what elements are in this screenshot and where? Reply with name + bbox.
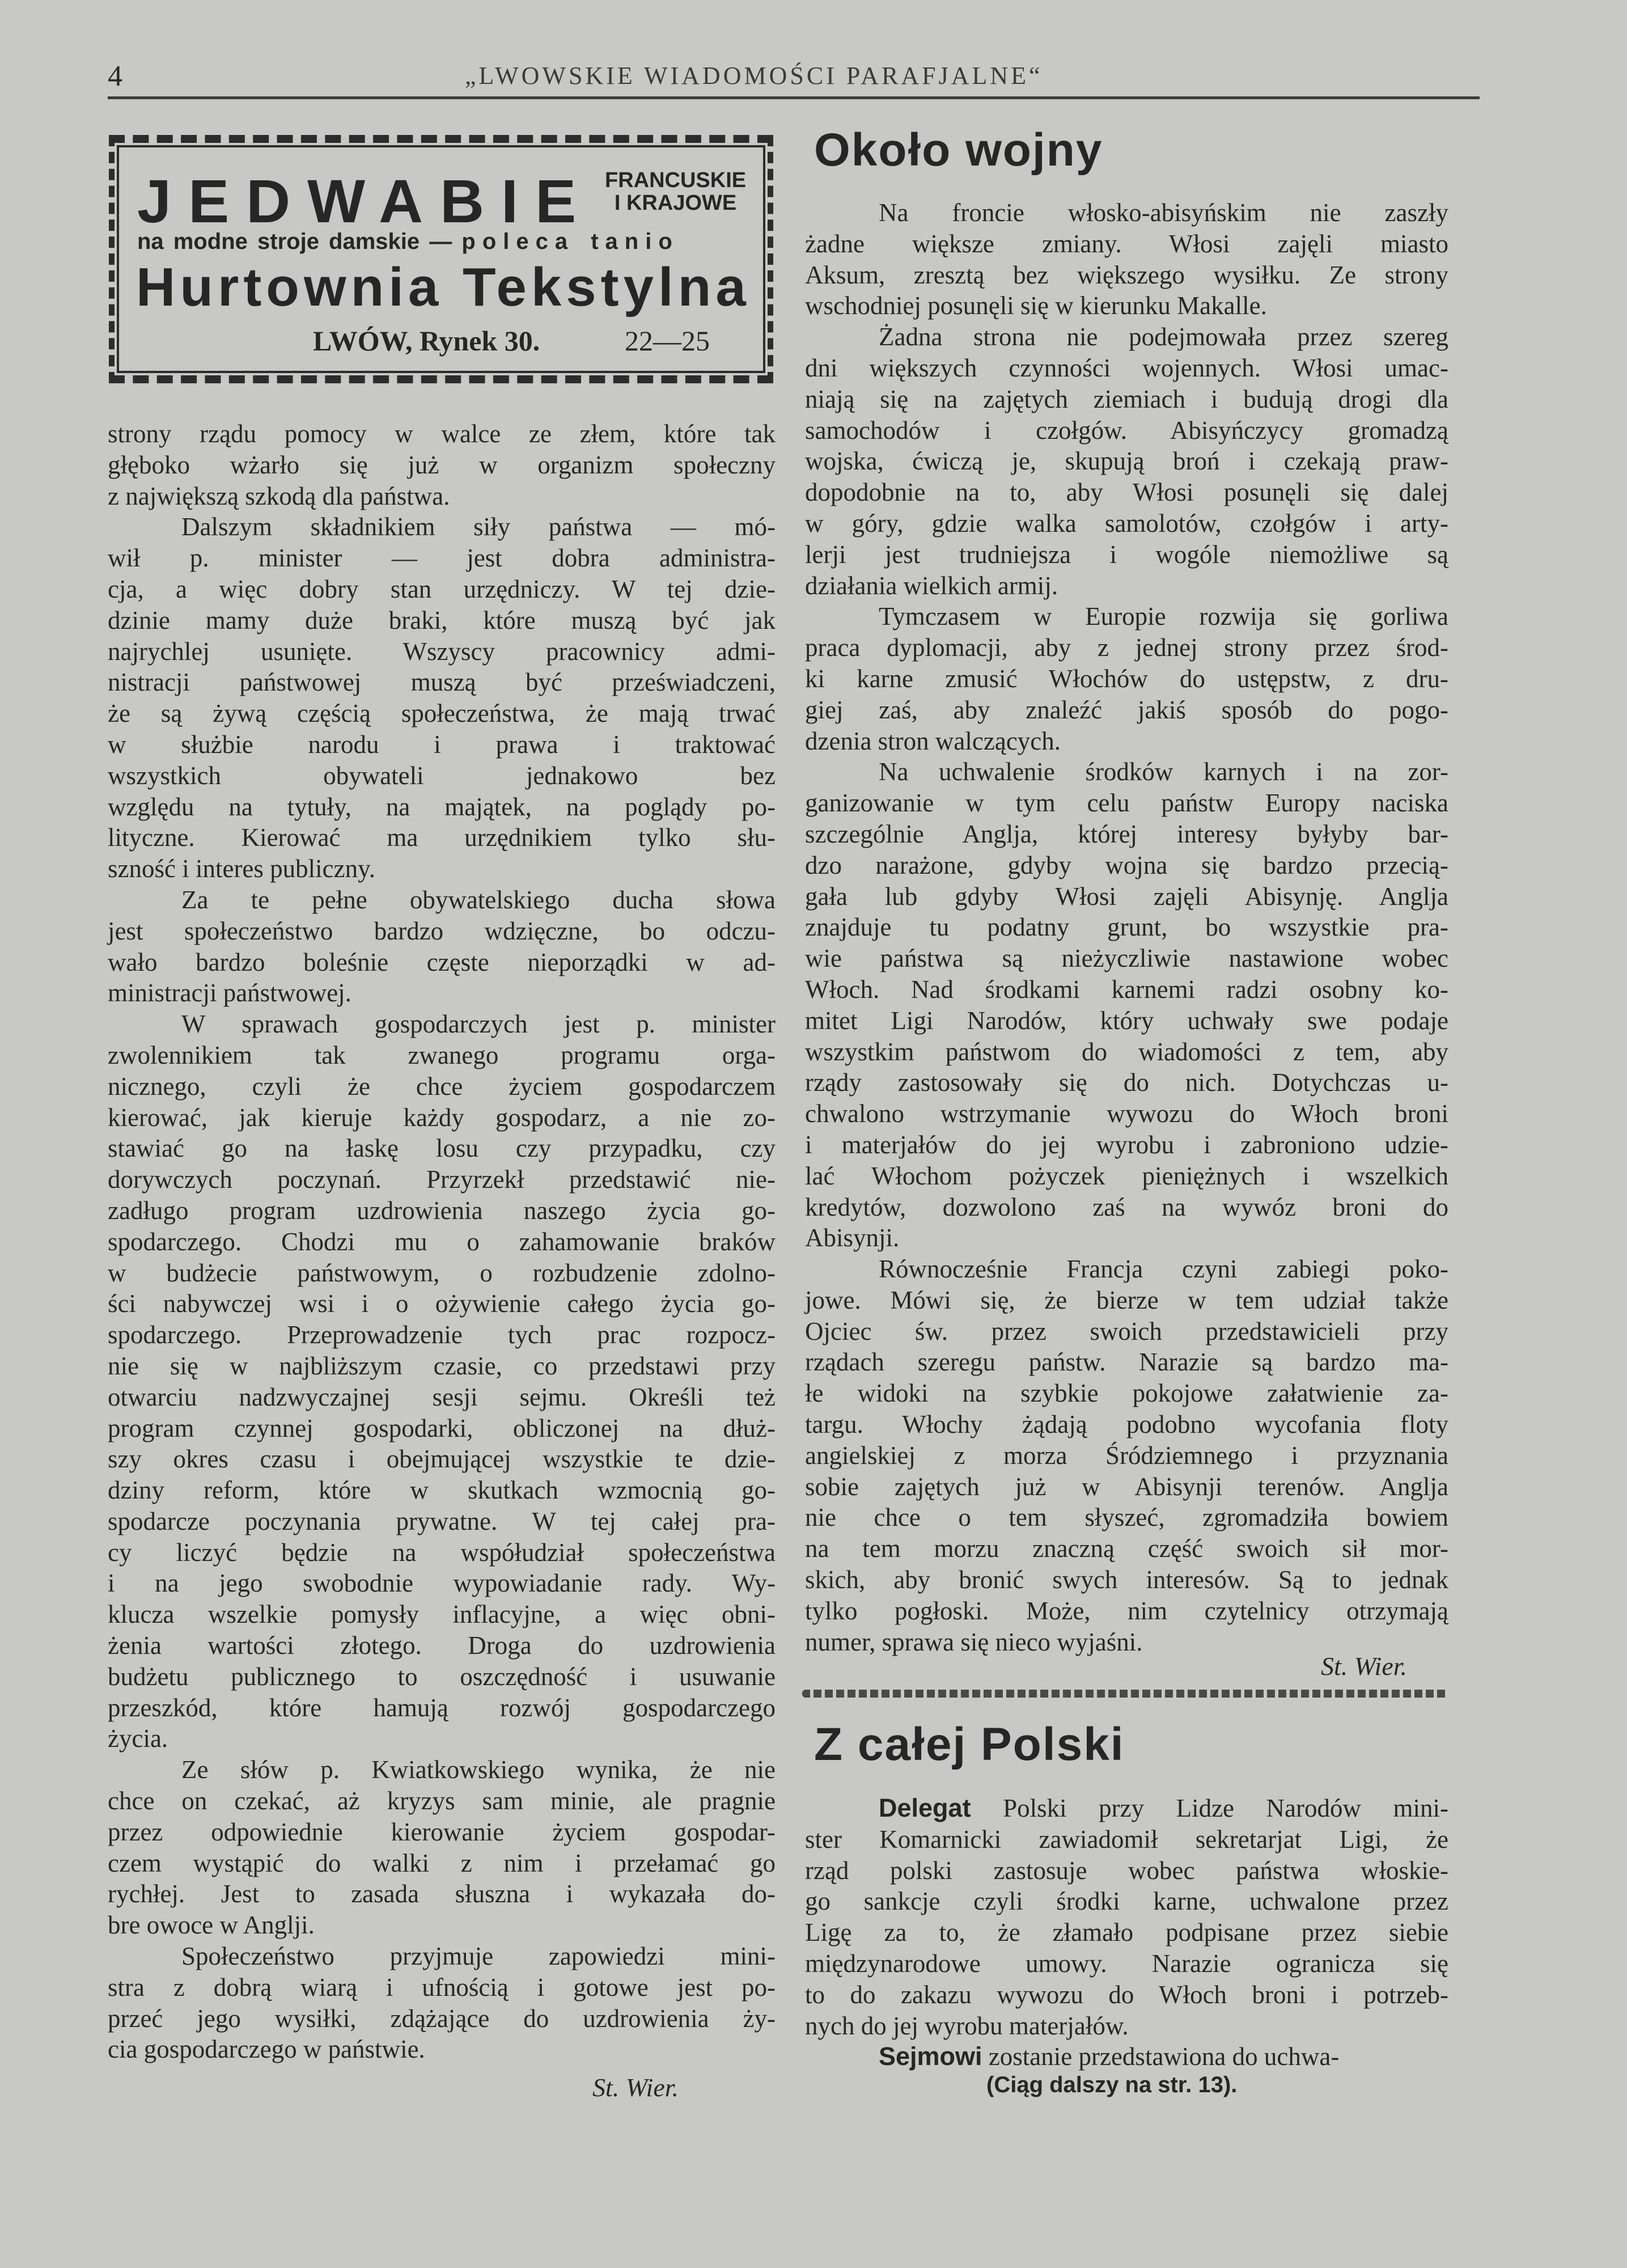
ad-code: 22—25 (625, 325, 710, 357)
text-line: międzynarodowe umowy. Narazie ogranicza się (805, 1949, 1448, 1978)
text-line: to do zakazu wywozu do Włoch broni i potrzeb- (805, 1980, 1448, 2009)
text-line: cia gospodarczego w państwie. (108, 2035, 425, 2064)
text-line: Ojciec św. przez swoich przedstawicieli przy (805, 1317, 1448, 1345)
lead-word: Delegat (879, 1793, 971, 1822)
text-line: że są żywą częścią społeczeństwa, że mają trwać (108, 699, 776, 728)
text-line: Na froncie włosko-abisyńskim nie zaszły (879, 198, 1448, 227)
text-line: lać Włochom pożyczek pieniężnych i wszelkich (805, 1161, 1448, 1190)
article-title-poland: Z całej Polski (814, 1719, 1125, 1770)
text-line: ki karne zmusić Włochów do ustępstw, z dru- (805, 664, 1448, 693)
header-rule (108, 96, 1480, 99)
text-line: dzinie mamy duże braki, które muszą być jak (108, 606, 776, 634)
text-line: numer, sprawa się nieco wyjaśni. (805, 1627, 1143, 1656)
text-line: w góry, gdzie walka samolotów, czołgów i arty- (805, 509, 1448, 538)
text-line: żenia wartości złotego. Droga do uzdrowienia (108, 1631, 776, 1660)
text-line: klucza wszelkie pomysły inflacyjne, a więc obni- (108, 1600, 776, 1629)
ad-address: LWÓW, Rynek 30. (313, 325, 540, 357)
text-line: wało bardzo boleśnie częste nieporządki w ad- (108, 947, 776, 976)
text-line: rządy zastosowały się do nich. Dotychczas u- (805, 1068, 1448, 1097)
text-line: Ligę za to, że złamało podpisane przez siebie (805, 1918, 1448, 1947)
text-line: zadługo program uzdrowienia naszego życia go- (108, 1196, 776, 1225)
ornamental-divider (802, 1690, 1448, 1698)
text-line: Abisynji. (805, 1224, 900, 1253)
text-line: rychłej. Jest to zasada słuszna i wykazała do- (108, 1880, 776, 1909)
text-line: kierować, jak kieruje każdy gospodarz, a nie zo- (108, 1103, 776, 1132)
text-line: program czynnej gospodarki, obliczonej na dłuż- (108, 1414, 776, 1442)
ad-qualifier-2: I KRAJOWE (614, 191, 737, 215)
text-line: spodarczego. Przeprowadzenie tych prac rozpocz- (108, 1321, 776, 1349)
ad-subline (137, 229, 679, 255)
continued-note: (Ciąg dalszy na str. 13). (986, 2072, 1238, 2097)
text-line (805, 2041, 1448, 2072)
text-line: Dalszym składnikiem siły państwa — mó- (181, 513, 776, 541)
text-line: i materjałów do jej wyrobu i zabroniono udzie- (805, 1130, 1448, 1159)
text-line: strony rządu pomocy w walce ze złem, które tak (108, 420, 776, 448)
text-line: lityczne. Kierować ma urzędnikiem tylko słu- (108, 823, 776, 852)
text-line: cy liczyć będzie na współudział społeczeństwa (108, 1538, 776, 1567)
text-line: głęboko wżarło się już w organizm społeczny (108, 450, 776, 479)
text-line: ministracji państwowej. (108, 979, 351, 1008)
text-line: Tymczasem w Europie rozwija się gorliwa (879, 602, 1448, 631)
text-line: wił p. minister — jest dobra administra- (108, 544, 776, 573)
text-line: ster Komarnicki zawiadomił sekretarjat Ligi, że (805, 1825, 1448, 1854)
text-line: najrychlej usunięte. Wszyscy pracownicy admi- (108, 637, 776, 666)
text-line: niają się na zajętych ziemiach i budują drogi dla (805, 384, 1448, 413)
ad-company-name: Hurtownia Tekstylna (136, 257, 751, 318)
text-line: sobie zajętych już w Abisynji terenów. Anglja (805, 1472, 1448, 1501)
text-line: go sankcje czyli środki karne, uchwalone przez (805, 1887, 1448, 1916)
text-line: na tem morzu znaczną część swoich sił mor- (805, 1534, 1448, 1563)
text-line: żadne większe zmiany. Włosi zajęli miasto (805, 229, 1448, 258)
text-line: stawiać go na łaskę losu czy przypadku, czy (108, 1134, 776, 1163)
text-line: jowe. Mówi się, że bierze w tem udział także (805, 1285, 1448, 1314)
text-line: życia. (108, 1724, 168, 1753)
text-line: i na jego swobodnie wypowiadanie rady. Wy- (108, 1569, 776, 1598)
text-line: wszystkich obywateli jednakowo bez (108, 761, 776, 790)
poland-article (805, 1793, 1448, 2072)
text-line: chwalono wstrzymanie wywozu do Włoch broni (805, 1099, 1448, 1128)
text-line: praca dyplomacji, aby z jednej strony przez środ- (805, 633, 1448, 662)
left-column-article (108, 418, 776, 2065)
article-title-war: Około wojny (814, 124, 1103, 176)
war-article (805, 197, 1448, 1657)
text-line: bre owoce w Anglji. (108, 1911, 315, 1940)
page-number: 4 (108, 60, 122, 92)
text-line: szność i interes publiczny. (108, 854, 375, 883)
text-line: giej zaś, aby znaleźć jakiś sposób do pogo- (805, 695, 1448, 724)
text-line: rząd polski zastosuje wobec państwa włoskie- (805, 1856, 1448, 1885)
ad-qualifier (605, 169, 746, 214)
text-line: w służbie narodu i prawa i traktować (108, 730, 776, 759)
text-line: tylko pogłoski. Może, nim czytelnicy otrzymają (805, 1596, 1448, 1625)
text-line: stra z dobrą wiarą i ufnością i gotowe jest po- (108, 1973, 776, 2002)
line-text: zostanie przedstawiona do uchwa- (982, 2042, 1340, 2071)
text-line: kredytów, dozwolono zaś na wywóz broni do (805, 1192, 1448, 1221)
text-line: mitet Ligi Narodów, który uchwały swe podaje (805, 1006, 1448, 1035)
ad-sub-1: na modne stroje damskie — (137, 229, 452, 254)
text-line: budżetu publicznego to oszczędność i usuwanie (108, 1662, 776, 1691)
text-line: znajduje tu podatny grunt, bo wszystkie pra- (805, 913, 1448, 942)
text-line: łe widoki na szybkie pokojowe załatwienie za- (805, 1379, 1448, 1408)
text-line (805, 1793, 1448, 1824)
text-line: wschodniej posunęli się w kierunku Makalle. (805, 291, 1267, 320)
line-text: Polski przy Lidze Narodów mini- (971, 1794, 1448, 1822)
text-line: jest społeczeństwo bardzo wdzięczne, bo odczu- (108, 916, 776, 945)
text-line: dopodobnie na to, aby Włosi posunęli się dalej (805, 478, 1448, 507)
text-line: ści nabywczej wsi i o ożywienie całego życia go- (108, 1289, 776, 1318)
war-signature: St. Wier. (1321, 1652, 1408, 1681)
text-line: Na uchwalenie środków karnych i na zor- (879, 758, 1448, 786)
text-line: przez odpowiednie kierowanie życiem gospodar- (108, 1817, 776, 1846)
text-line: wojska, ćwiczą je, skupują broń i czekają praw- (805, 447, 1448, 476)
text-line: nistracji państwowej muszą być przeświadczeni, (108, 668, 776, 697)
text-line: skich, aby bronić swych interesów. Są to jednak (805, 1565, 1448, 1594)
text-line: Włoch. Nad środkami karnemi radzi osobny ko- (805, 975, 1448, 1004)
text-line: nicznego, czyli że chce życiem gospodarczem (108, 1072, 776, 1101)
text-line: Żadna strona nie podejmowała przez szereg (879, 323, 1448, 352)
text-line: czem wystąpić do walki z nim i przełamać go (108, 1848, 776, 1877)
running-title: „LWOWSKIE WIADOMOŚCI PARAFJALNE“ (465, 62, 1043, 90)
text-line: nych do jej wyrobu materjałów. (805, 2011, 1129, 2040)
text-line: z największą szkodą dla państwa. (108, 481, 450, 510)
text-line: chce on czekać, aż kryzys sam minie, ale pragnie (108, 1787, 776, 1816)
text-line: przeć jego wysiłki, zdążające do uzdrowienia ży- (108, 2004, 776, 2033)
text-line: dzo narażone, gdyby wojna się bardzo przecią- (805, 850, 1448, 879)
left-signature: St. Wier. (592, 2073, 679, 2102)
text-line: Aksum, zresztą bez większego wysiłku. Ze strony (805, 260, 1448, 289)
text-line: ganizowanie w tym celu państw Europy naciska (805, 789, 1448, 818)
text-line: spodarcze poczynania prywatne. W tej całej pra- (108, 1507, 776, 1535)
text-line: przeszkód, które hamują rozwój gospodarczego (108, 1693, 776, 1722)
text-line: otwarciu nadzwyczajnej sesji sejmu. Określi też (108, 1382, 776, 1411)
text-line: nie chce o tem słyszeć, zgromadziła bowiem (805, 1503, 1448, 1532)
text-line: rządach szeregu państw. Narazie są bardzo ma- (805, 1348, 1448, 1377)
ad-headline: JEDWABIE (137, 167, 594, 235)
lead-word: Sejmowi (879, 2042, 982, 2071)
advertisement-box (109, 135, 773, 383)
ad-qualifier-1: FRANCUSKIE (605, 168, 747, 192)
text-line: gała lub gdyby Włosi zajęli Abisynję. Anglja (805, 882, 1448, 911)
text-line: angielskiej z morza Śródziemnego i przyznania (805, 1441, 1448, 1470)
text-line: samochodów i czołgów. Abisyńczycy gromadzą (805, 416, 1448, 445)
text-line: dzenia stron walczących. (805, 726, 1061, 755)
text-line: względu na tytuły, na majątek, na poglądy po- (108, 792, 776, 821)
text-line: W sprawach gospodarczych jest p. minister (181, 1010, 776, 1039)
text-line: Równocześnie Francja czyni zabiegi poko- (879, 1255, 1448, 1284)
text-line: Społeczeństwo przyjmuje zapowiedzi mini- (181, 1942, 776, 1971)
text-line: wszystkim państwom do wiadomości z tem, aby (805, 1037, 1448, 1066)
text-line: szczególnie Anglja, której interesy byłyby bar- (805, 819, 1448, 848)
text-line: lerji jest trudniejsza i wogóle niemożliwe są (805, 540, 1448, 569)
text-line: wie państwa są nieżyczliwie nastawione wobec (805, 944, 1448, 973)
text-line: nie się w najbliższym czasie, co przedstawi przy (108, 1351, 776, 1380)
text-line: spodarczego. Chodzi mu o zahamowanie braków (108, 1227, 776, 1256)
text-line: targu. Włochy żądają podobno wycofania floty (805, 1410, 1448, 1439)
text-line: Ze słów p. Kwiatkowskiego wynika, że nie (181, 1755, 776, 1784)
text-line: w budżecie państwowym, o rozbudzenie zdolno- (108, 1258, 776, 1287)
text-line: Za te pełne obywatelskiego ducha słowa (181, 885, 776, 914)
text-line: działania wielkich armij. (805, 571, 1058, 600)
text-line: dni większych czynności wojennych. Włosi umac- (805, 353, 1448, 382)
text-line: szy okres czasu i obejmującej wszystkie te dzie- (108, 1445, 776, 1474)
text-line: dorywczych poczynań. Przyrzekł przedstawić nie- (108, 1165, 776, 1194)
text-line: zwolennikiem tak zwanego programu orga- (108, 1040, 776, 1069)
text-line: dziny reform, które w skutkach wzmocnią go- (108, 1476, 776, 1505)
ad-sub-2: poleca tanio (461, 229, 679, 254)
text-line: cja, a więc dobry stan urzędniczy. W tej dzie- (108, 574, 776, 603)
